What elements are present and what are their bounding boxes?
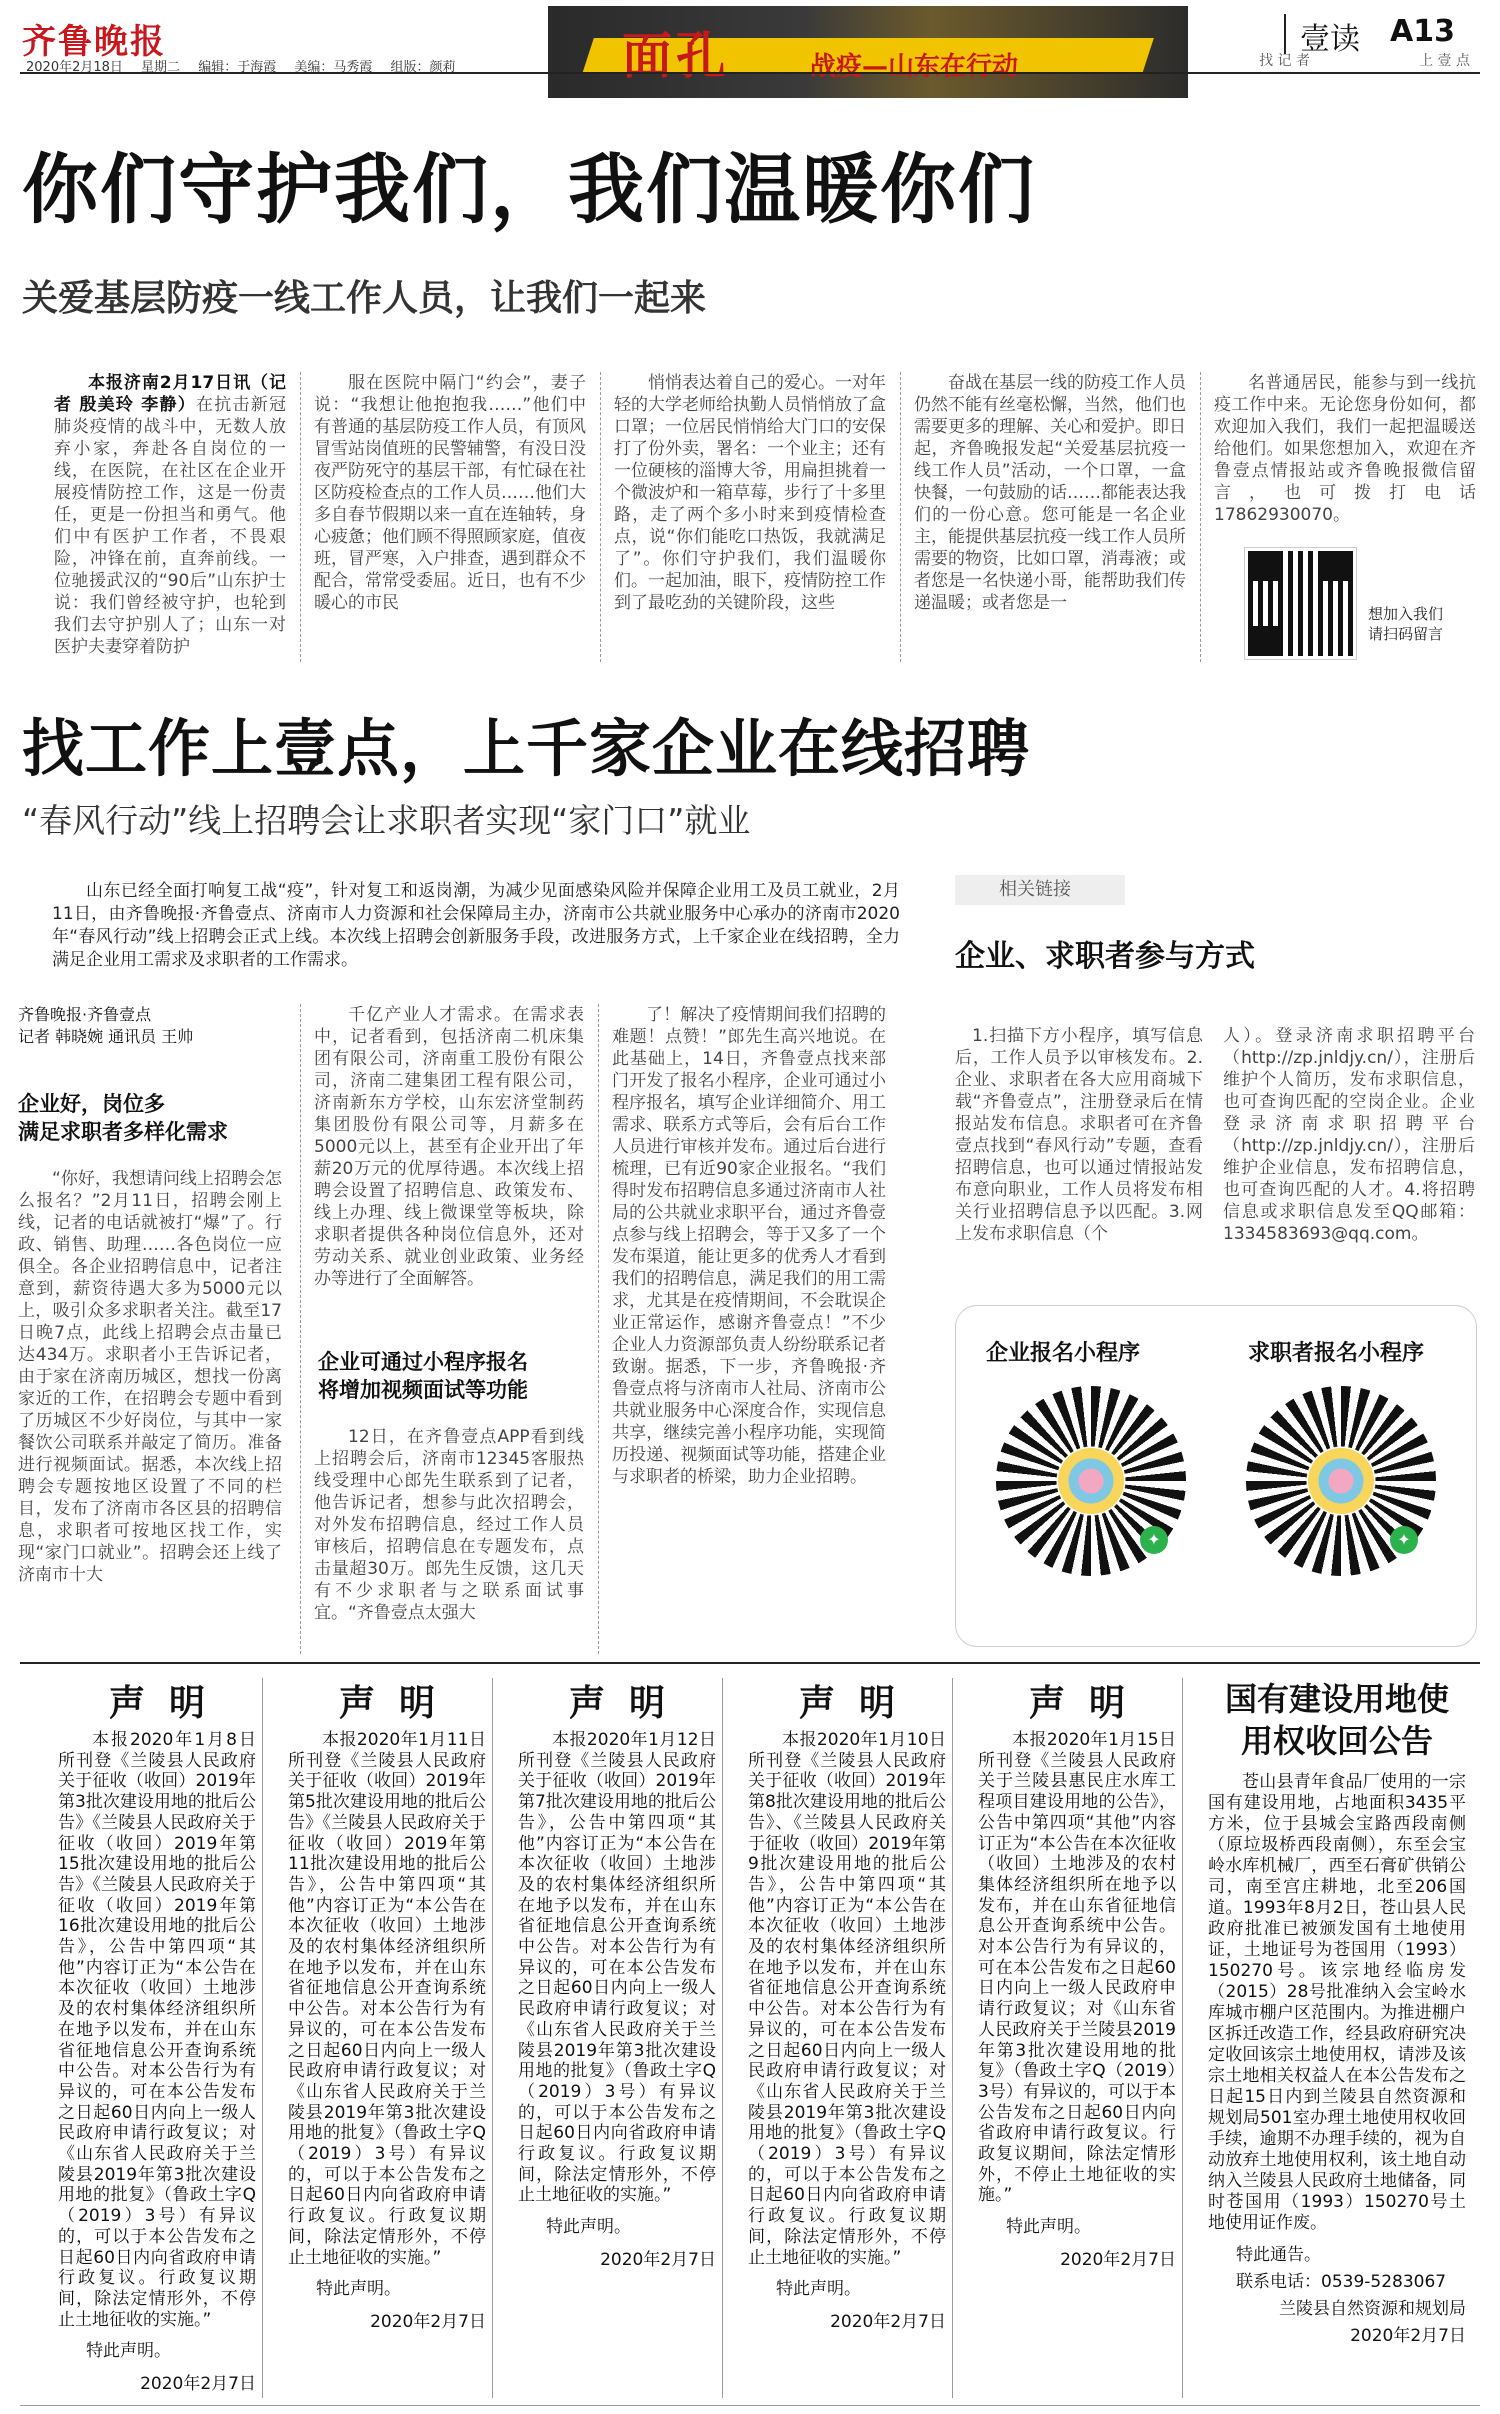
article2-text-2b: 12日，在齐鲁壹点APP看到线上招聘会后，济南市12345客服热线受理中心郎先生联系到了记者，他告诉记者，想参与此次招聘会，对外发布招聘信息，经过工作人员审核后，招聘信息在专题发布，点击量超30万。郎先生反馈，这几天有不少求职者与之联系面试事宜。“齐鲁壹点太强大 [314, 1427, 584, 1623]
notice-text: 本报2020年1月11日所刊登《兰陵县人民政府关于征收（收回）2019年第5批次建设用地的批后公告》《兰陵县人民政府关于征收（收回）2019年第11批次建设用地的批后公告》，公告中第四项“其他”内容订正为“本公告在本次征收（收回）土地涉及的农村集体经济组织所在地予以发布，并在山东省征地信息公开查询系统中公告。对本公告行为有异议的，可在本公告发布之日起60日内向上一级人民政府申请行政复议；对《山东省人民政府关于兰陵县2019年第3批次建设用地的批复》（鲁政土字Q（2019）3号）有异议的，可以于本公告发布之日起60日内向省政府申请行政复议。行政复议期间，除法定情形外，不停止土地征收的实施。” [288, 1730, 486, 2268]
article2-lead [52, 880, 900, 972]
notice-contact: 联系电话：0539-5283067 [1236, 2272, 1447, 2292]
notice-body [972, 1730, 1182, 2206]
newspaper-logo: 齐鲁晚报 [22, 22, 166, 62]
article1-column-2 [314, 372, 586, 662]
column-rule [600, 372, 601, 662]
notices-rule [20, 1662, 1480, 1664]
enterprise-mini-program-code[interactable] [996, 1386, 1186, 1576]
article2-title: 找工作上壹点，上千家企业在线招聘 [22, 712, 1031, 785]
sidebar-title: 企业、求职者参与方式 [955, 939, 1255, 974]
enterprise-qr-label: 企业报名小程序 [986, 1341, 1141, 1366]
notice-text: 本报2020年1月12日所刊登《兰陵县人民政府关于征收（收回）2019年第7批次建设用地的批后公告》，公告中第四项“其他”内容订正为“本公告在本次征收（收回）土地涉及的农村集体经济组织所在地予以发布，并在山东省征地信息公开查询系统中公告。对本公告行为有异议的，可在本公告发布之日起60日内向上一级人民政府申请行政复议；对《山东省人民政府关于兰陵县2019年第3批次建设用地的批复》（鲁政土字Q（2019）3号）有异议的，可以于本公告发布之日起60日内向省政府申请行政复议。行政复议期间，除法定情形外，不停止土地征收的实施。” [518, 1730, 716, 2206]
article2-subtitle: “春风行动”线上招聘会让求职者实现“家门口”就业 [22, 801, 751, 840]
qr-caption-line-2: 请扫码留言 [1368, 625, 1444, 643]
notice-title: 声明 [108, 1683, 229, 1724]
jobseeker-qr-label: 求职者报名小程序 [1248, 1341, 1425, 1366]
qr-caption [1368, 604, 1443, 644]
notice-sign: 特此声明。 [316, 2279, 401, 2300]
notice-text: 本报2020年1月8日所刊登《兰陵县人民政府关于征收（收回）2019年第3批次建设用地的批后公告》《兰陵县人民政府关于征收（收回）2019年第15批次建设用地的批后公告》《兰陵县人民政府关于征收（收回）2019年第16批次建设用地的批后公告》，公告中第四项“其他”内容订正为“本公告在本次征收（收回）土地涉及的农村集体经济组织所在地予以发布，并在山东省征地信息公开查询系统中公告。对本公告行为有异议的，可在本公告发布之日起60日内向上一级人民政府申请行政复议；对《山东省人民政府关于兰陵县2019年第3批次建设用地的批复》（鲁政土字Q（2019）3号）有异议的，可以于本公告发布之日起60日内向省政府申请行政复议。行政复议期间，除法定情形外，不停止土地征收的实施。” [58, 1730, 256, 2330]
notice-date: 2020年2月7日 [600, 2250, 716, 2271]
article1-subtitle: 关爱基层防疫一线工作人员，让我们一起来 [22, 278, 707, 319]
notice-2 [282, 1678, 493, 2398]
column-rule [300, 1004, 301, 1654]
jobseeker-mini-program-code[interactable] [1246, 1386, 1436, 1576]
article1-text-3: 悄悄表达着自己的爱心。一对年轻的大学老师给执勤人员悄悄放了盒口罩；一位居民悄悄给大门口的安保打了份外卖，署名：一个业主；还有一位硬核的淄博大爷，用扁担挑着一个微波炉和一箱草莓，步行了十多里路，走了两个多小时来到疫情检查点，说“你们能吃口热饭，我就满足了”。你们守护我们，我们温暖你们。一起加油，眼下，疫情防控工作到了最吃劲的关键阶段，这些 [614, 373, 886, 613]
notice-title: 声明 [1028, 1683, 1149, 1724]
layout-editor: 组版：颜莉 [390, 60, 456, 75]
column-rule [300, 372, 301, 662]
notice-org: 兰陵县自然资源和规划局 [1279, 2299, 1466, 2319]
notice-text: 本报2020年1月15日所刊登《兰陵县人民政府关于兰陵县惠民庄水库工程项目建设用地的公告》，公告中第四项“其他”内容订正为“本公告在本次征收（收回）土地涉及的农村集体经济组织所在地予以发布，并在山东省征地信息公开查询系统中公告。对本公告行为有异议的，可在本公告发布之日起60日内向上一级人民政府申请行政复议；对《山东省人民政府关于兰陵县2019年第3批次建设用地的批复》（鲁政土字Q（2019）3号）有异议的，可以于本公告发布之日起60日内向省政府申请行政复议。行政复议期间，除法定情形外，不停止土地征收的实施。” [978, 1730, 1176, 2206]
header-rule [20, 72, 1480, 74]
banner-title: 面孔 [622, 26, 730, 85]
article1-byline: 本报济南2月17日讯（记者 殷美玲 李静） [54, 373, 286, 415]
banner-subtitle: 战疫—山东在行动 [810, 52, 1019, 82]
sidebar-column-1 [955, 1025, 1203, 1295]
notice-date: 2020年2月7日 [140, 2374, 256, 2395]
article2-column-2 [314, 1004, 584, 1324]
notice-3 [512, 1678, 723, 2398]
section-name: 壹读 [1300, 22, 1360, 57]
page-number: A13 [1390, 14, 1455, 49]
notice-date: 2020年2月7日 [370, 2312, 486, 2333]
notice-text: 苍山县青年食品厂使用的一宗国有建设用地，占地面积3435平方米，位于县城会宝路西段南侧（原垃圾桥西段南侧），东至会宝岭水库机械厂，西至石膏矿供销公司，南至宫庄耕地，北至206国道。1993年8月2日，苍山县人民政府批准已被颁发国有土地使用证，土地证号为苍国用（1993）150270号。该宗地经临房发（2015）28号批准纳入会宝岭水库城市棚户区范围内。为推进棚户区拆迁改造工作，经县政府研究决定收回该宗土地使用权，请涉及该宗土地相关权益人在本公告发布之日起15日内到兰陵县自然资源和规划局501室办理土地使用权收回手续，逾期不办理手续的，视为自动放弃土地使用权利，该土地自动纳入兰陵县人民政府土地储备，同时苍国用（1993）150270号土地使用证作废。 [1208, 1772, 1466, 2233]
notice-title: 声明 [798, 1683, 919, 1724]
notice-body [742, 1730, 952, 2268]
mini-program-logo [1308, 1448, 1374, 1514]
qr-caption-line-1: 想加入我们 [1368, 605, 1444, 623]
notice-body [1202, 1772, 1472, 2234]
sidebar-text-2: 人）。登录济南求职招聘平台（http://zp.jnldjy.cn/），注册后维护个人简历，发布求职信息，也可查询匹配的空岗企业。企业登录济南求职招聘平台（http://zp.jnldjy.cn/），注册后维护企业信息，发布招聘信息，也可查询匹配的人才。4.将招聘信息或求职信息发至QQ邮箱：1334583693@qq.com。 [1223, 1026, 1475, 1244]
article2-subhead-2: 企业可通过小程序报名 将增加视频面试等功能 [318, 1350, 528, 1402]
article1-column-1 [54, 372, 286, 662]
reporter-caption-2: 上 壹 点 [1419, 53, 1470, 69]
article2-column-3 [612, 1004, 886, 1656]
column-rule [1200, 372, 1201, 662]
qr-code[interactable] [1245, 548, 1356, 659]
notice-sign: 特此声明。 [1006, 2217, 1091, 2238]
art-editor: 美编：马秀霞 [294, 60, 373, 75]
page-label [1284, 14, 1476, 57]
related-links-sidebar [955, 875, 1475, 1665]
notice-date: 2020年2月7日 [1350, 2326, 1466, 2346]
notice-1 [52, 1678, 263, 2398]
notice-date: 2020年2月7日 [830, 2312, 946, 2333]
notice-5 [972, 1678, 1183, 2398]
article1-title: 你们守护我们，我们温暖你们 [22, 145, 1036, 234]
notice-date: 2020年2月7日 [1060, 2250, 1176, 2271]
article2-text-1: “你好，我想请问线上招聘会怎么报名？”2月11日，招聘会刚上线，记者的电话就被打“爆”了。行政、销售、助理……各色岗位一应俱全。各企业招聘信息中，记者注意到，薪资待遇大多为5000元以上，吸引众多求职者关注。截至17日晚7点，此线上招聘会点击量已达434万。求职者小王告诉记者，由于家在济南历城区，想找一份离家近的工作，在招聘会专题中看到了历城区不少好岗位，与其中一家餐饮公司联系并敲定了简历。准备进行视频面试。据悉，本次线上招聘会专题按地区设置了不同的栏目，发布了济南市各区县的招聘信息，求职者可按地区找工作，实现“家门口就业”。招聘会还上线了济南市十大 [18, 1169, 282, 1585]
sidebar-text-1: 1.扫描下方小程序，填写信息后，工作人员予以审核发布。2.企业、求职者在各大应用商城下载“齐鲁壹点”，注册登录后在情报站发布信息。求职者可在齐鲁壹点找到“春风行动”专题，查看招聘信息，也可以通过情报站发布意向职业，工作人员将发布相关行业招聘信息予以匹配。3.网上发布求职信息（个 [955, 1026, 1203, 1244]
footer-rule [20, 2405, 1480, 2406]
reporter-caption: 找 记 者 [1259, 53, 1310, 69]
article1-column-3 [614, 372, 886, 662]
notice-title: 声明 [568, 1683, 689, 1724]
issue-date: 2020年2月18日 [26, 60, 123, 75]
wechat-icon: ✦ [1390, 1526, 1418, 1554]
article2-subhead-1: 企业好，岗位多 满足求职者多样化需求 [18, 1092, 228, 1144]
notice-body [512, 1730, 722, 2206]
notice-title: 声明 [338, 1683, 459, 1724]
notice-4 [742, 1678, 953, 2398]
editor: 编辑：于海霞 [198, 60, 277, 75]
notice-text: 本报2020年1月10日所刊登《兰陵县人民政府关于征收（收回）2019年第8批次建设用地的批后公告》、《兰陵县人民政府关于征收（收回）2019年第9批次建设用地的批后公告》，公告中第四项“其他”内容订正为“本公告在本次征收（收回）土地涉及的农村集体经济组织所在地予以发布，并在山东省征地信息公开查询系统中公告。对本公告行为有异议的，可在本公告发布之日起60日内向上一级人民政府申请行政复议；对《山东省人民政府关于兰陵县2019年第3批次建设用地的批复》（鲁政土字Q（2019）3号）有异议的，可以于本公告发布之日起60日内向省政府申请行政复议。行政复议期间，除法定情形外，不停止土地征收的实施。” [748, 1730, 946, 2268]
article1-column-5 [1214, 372, 1476, 542]
article2-column-1 [18, 1168, 282, 1658]
mini-program-panel [955, 1305, 1477, 1647]
notice-title: 国有建设用地使用权收回公告 [1224, 1680, 1449, 1760]
column-rule [900, 372, 901, 662]
article1-text-1: 在抗击新冠肺炎疫情的战斗中，无数人放弃小家，奔赴各自岗位的一线，在医院，在社区在企业开展疫情防控工作，这是一份责任，更是一份担当和勇气。他们中有医护工作者，不畏艰险，冲锋在前，直奔前线。一位驰援武汉的“90后”山东护士说：我们曾经被守护，也轮到我们去守护别人了；山东一对医护夫妻穿着防护 [54, 395, 286, 657]
article2-byline-1: 齐鲁晚报·齐鲁壹点 [18, 1005, 152, 1024]
article2-byline [18, 1004, 193, 1048]
notice-body [282, 1730, 492, 2268]
article2-lead-text: 山东已经全面打响复工战“疫”，针对复工和返岗潮，为减少见面感染风险并保障企业用工及员工就业，2月11日，由齐鲁晚报·齐鲁壹点、济南市人力资源和社会保障局主办，济南市公共就业服务中心承办的济南市2020年“春风行动”线上招聘会正式上线。本次线上招聘会创新服务手段，改进服务方式，上千家企业在线招聘，全力满足企业用工需求及求职者的工作需求。 [52, 881, 900, 970]
land-recovery-notice [1202, 1678, 1472, 2398]
wechat-icon: ✦ [1140, 1526, 1168, 1554]
notice-body [52, 1730, 262, 2330]
article2-text-3: 了！解决了疫情期间我们招聘的难题！点赞！”郎先生高兴地说。在此基础上，14日，齐鲁壹点找来部门开发了报名小程序，企业可通过小程序报名，填写企业详细简介、用工需求、联系方式等后，会有后台工作人员进行审核并发布。通过后台进行梳理，已有近90家企业报名。“我们得时发布招聘信息多通过济南市人社局的公共就业求职平台，通过齐鲁壹点参与线上招聘会，等于又多了一个发布渠道，能让更多的优秀人才看到我们的招聘信息，满足我们的用工需求，尤其是在疫情期间，不会耽误企业正常运作，感谢齐鲁壹点！”不少企业人力资源部负责人纷纷联系记者致谢。据悉，下一步，齐鲁晚报·齐鲁壹点将与济南市人社局、济南市公共就业服务中心深度合作，实现信息共享，继续完善小程序功能，实现简历投递、视频面试等功能，搭建企业与求职者的桥梁，助力企业招聘。 [612, 1005, 886, 1487]
notice-sign: 特此声明。 [776, 2279, 861, 2300]
article2-column-2b [314, 1426, 584, 1658]
article1-text-5: 名普通居民，能参与到一线抗疫工作中来。无论您身份如何，都欢迎加入我们，我们一起把温暖送给他们。如果您想加入，欢迎在齐鲁壹点情报站或齐鲁晚报微信留言，也可拨打电话17862930070。 [1214, 373, 1476, 525]
sidebar-column-2 [1223, 1025, 1475, 1295]
column-rule [598, 1004, 599, 1654]
article2-byline-2: 记者 韩晓婉 通讯员 王帅 [18, 1027, 194, 1046]
notice-sign: 特此声明。 [546, 2217, 631, 2238]
section-banner [548, 6, 1188, 98]
article1-text-4: 奋战在基层一线的防疫工作人员仍然不能有丝毫松懈，当然，他们也需要更多的理解、关心和爱护。即日起，齐鲁晚报发起“关爱基层抗疫一线工作人员”活动，一个口罩，一盒快餐，一句鼓励的话……都能表达我们的一份心意。您可能是一名企业主，能提供基层抗疫一线工作人员所需要的物资，比如口罩，消毒液；或者您是一名快递小哥，能帮助我们传递温暖；或者您是一 [914, 373, 1186, 613]
issue-weekday: 星期二 [141, 60, 181, 75]
article1-column-4 [914, 372, 1186, 662]
notice-sign: 特此通告。 [1236, 2245, 1321, 2265]
article2-text-2: 千亿产业人才需求。在需求表中，记者看到，包括济南二机床集团有限公司，济南重工股份有限公司，济南二建集团工程有限公司，济南新东方学校，山东宏济堂制药集团股份有限公司等，月薪多在5000元以上，甚至有企业开出了年薪20万元的优厚待遇。本次线上招聘会设置了招聘信息、政策发布、线上办理、线上微课堂等板块，除求职者提供各种岗位信息外，还对劳动关系、就业创业政策、业务经办等进行了全面解答。 [314, 1005, 584, 1289]
article1-text-2: 服在医院中隔门“约会”，妻子说：“我想让他抱抱我……”他们中有普通的基层防疫工作人员，有顶风冒雪站岗值班的民警辅警，有没日没夜严防死守的基层干部，有忙碌在社区防疫检查点的工作人员……他们大多自春节假期以来一直在连轴转，身心疲惫；他们顾不得照顾家庭，值夜班，冒严寒，入户排查，遇到群众不配合，常常受委屈。近日，也有不少暖心的市民 [314, 373, 586, 613]
mini-program-logo [1058, 1448, 1124, 1514]
related-links-tag: 相关链接 [955, 875, 1125, 905]
notice-sign: 特此声明。 [86, 2341, 171, 2362]
